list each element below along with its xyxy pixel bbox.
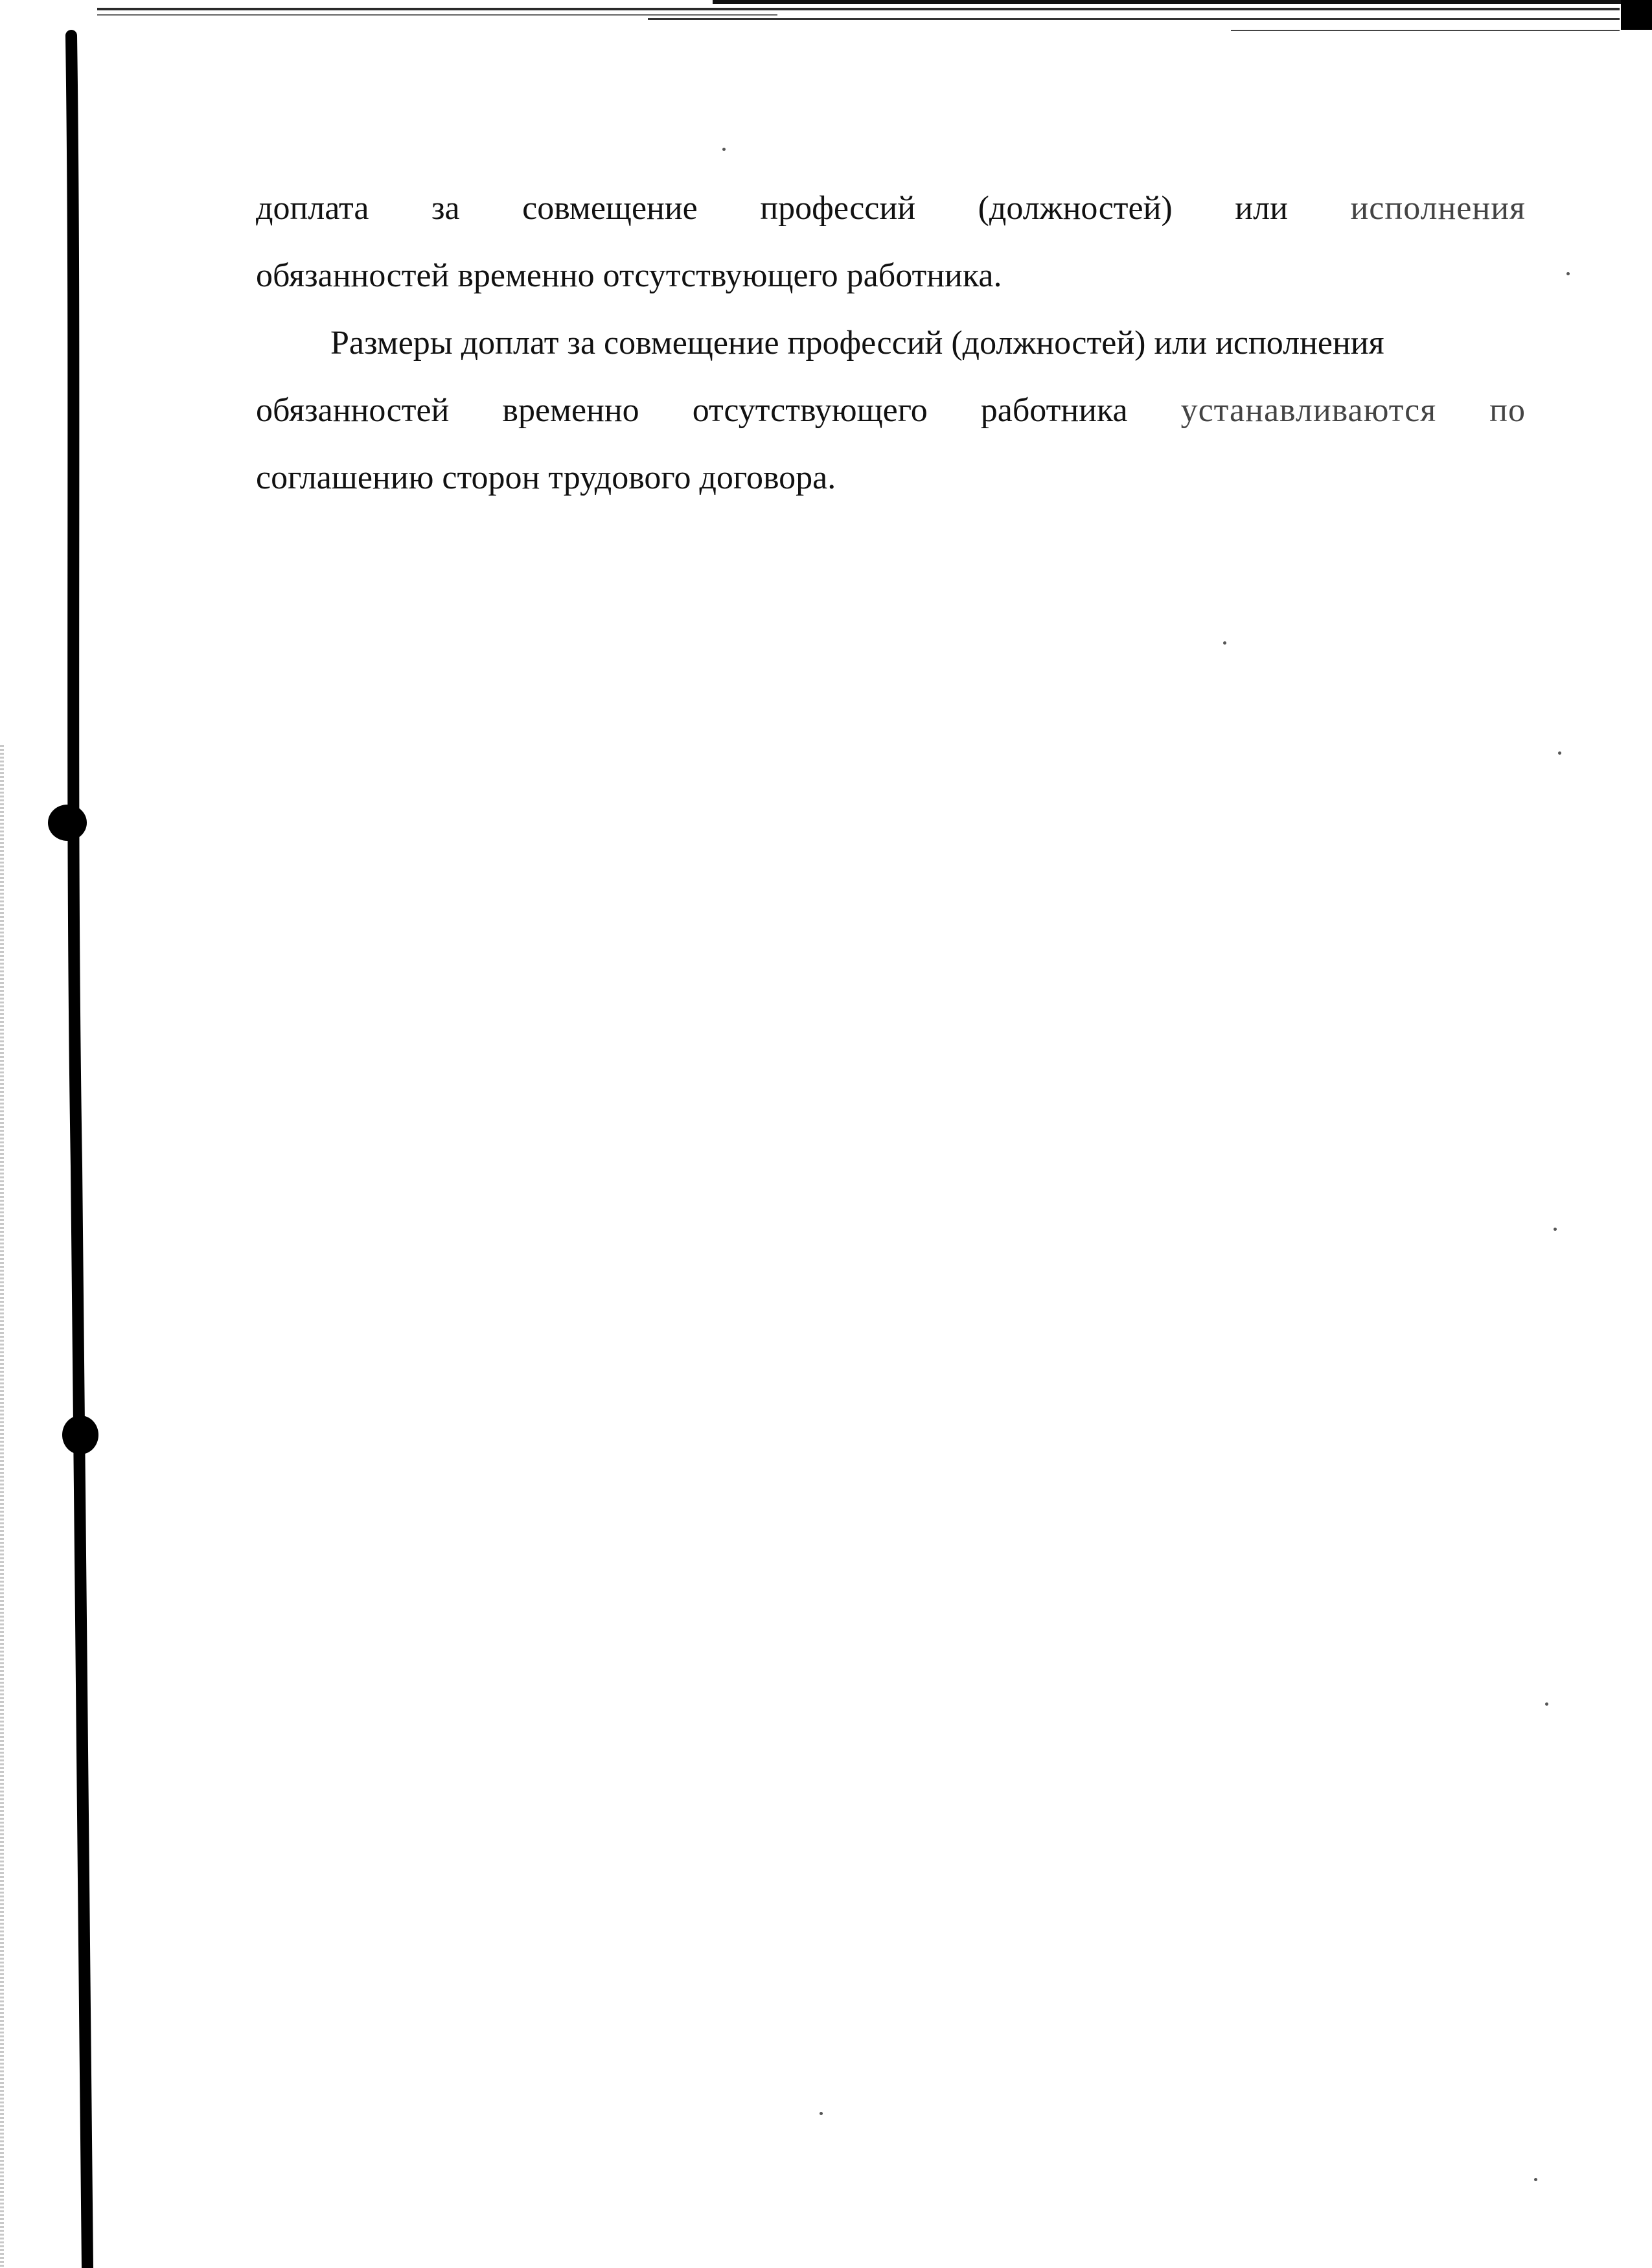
text-word: обязанностей [256,392,450,429]
scan-edge-line [97,8,1620,10]
text-word: за [431,190,460,227]
paragraph-2-line-3: соглашению сторон трудового договора. [256,459,836,496]
text-word: (должностей) [978,190,1173,227]
scan-speck [820,2112,823,2115]
text-word: по [1489,392,1526,429]
scan-speck [1554,1228,1557,1231]
scan-edge-line [97,14,777,16]
scan-edge-line [1231,30,1620,31]
scan-speck [1534,2178,1537,2181]
scan-speck [1558,751,1561,755]
paragraph-1-line-1 [256,175,1526,242]
binding-knot [48,805,87,841]
text-word: работника [980,392,1128,429]
scan-edge-noise [0,745,4,2267]
binding-knot [62,1415,98,1454]
scan-corner-mark [1621,0,1652,30]
text-word: совмещение [522,190,698,227]
scan-speck [1545,1702,1548,1706]
text-word: доплата [256,190,369,227]
scan-speck [1566,272,1570,275]
text-word: исполнения [1350,190,1526,227]
binding-thread [0,0,130,2268]
text-word: устанавливаются [1180,392,1437,429]
text-word: или [1235,190,1288,227]
paragraph-1-line-2: обязанностей временно отсутствующего работника. [256,257,1002,294]
scan-speck [722,148,726,151]
paragraph-2-line-2 [256,377,1526,444]
scan-edge-line [648,18,1620,20]
document-body [256,175,1526,512]
scan-edge-line [713,0,1646,4]
text-word: профессий [760,190,916,227]
paragraph-2-line-1: Размеры доплат за совмещение профессий (должностей) или исполнения [330,325,1384,361]
text-word: временно [502,392,639,429]
scan-speck [1223,641,1226,645]
text-word: отсутствующего [692,392,928,429]
